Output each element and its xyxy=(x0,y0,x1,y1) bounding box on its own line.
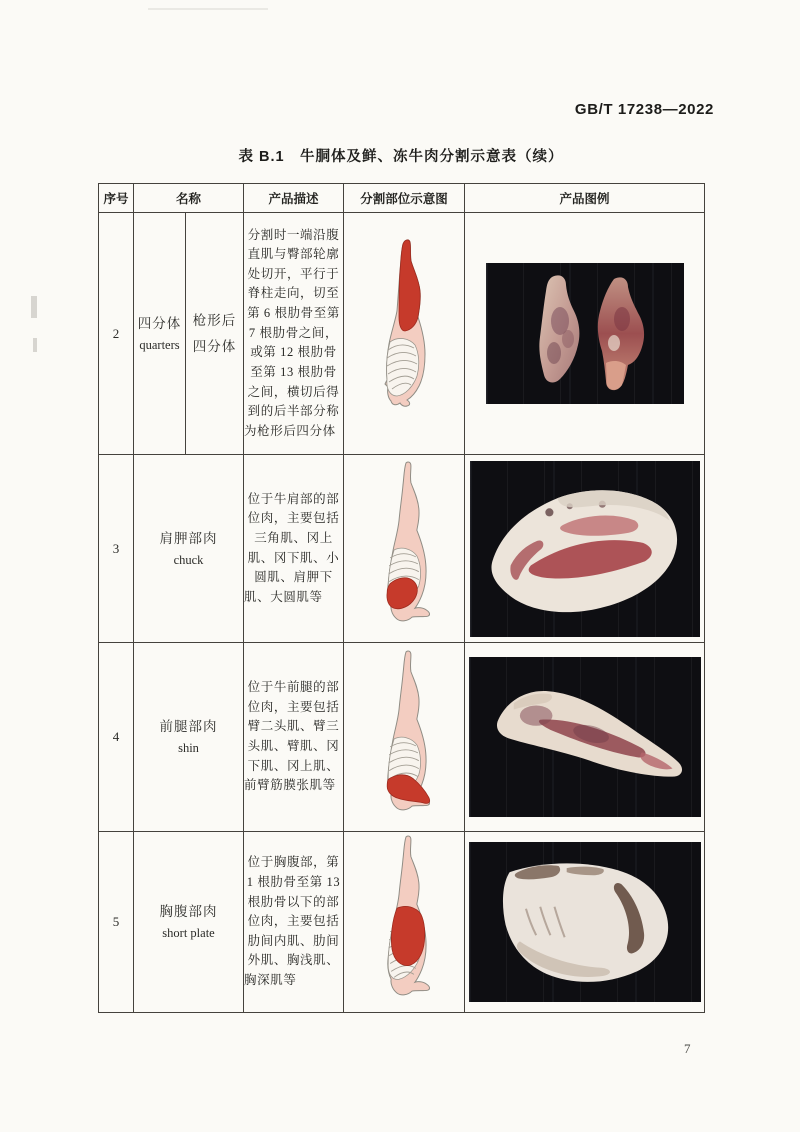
carcass-diagram-chuck xyxy=(373,461,435,631)
cut-diagram-cell xyxy=(344,213,465,455)
product-photo-cell xyxy=(465,213,705,455)
table-row xyxy=(99,213,705,455)
col-header-name: 名称 xyxy=(134,184,244,213)
name-chinese: 胸腹部肉 xyxy=(159,904,218,920)
scan-artifact xyxy=(31,296,37,318)
highlight-short-plate xyxy=(391,906,424,965)
product-photo-cell xyxy=(465,455,705,643)
name-chinese: 四分体 xyxy=(137,315,182,331)
beef-cut-table xyxy=(98,183,705,1013)
cut-diagram-cell xyxy=(344,643,465,832)
table-title: 表 B.1 牛胴体及鲜、冻牛肉分割示意表（续） xyxy=(238,149,564,165)
cut-diagram-cell xyxy=(344,455,465,643)
carcass-diagram-shin xyxy=(373,650,435,820)
row-description: 位于胸腹部，第 1 根肋骨至第 13 根肋骨以下的部位肉，主要包括肋间内肌、肋间外肌、胸浅肌、胸深肌等 xyxy=(244,832,344,1013)
row-name xyxy=(134,643,244,832)
photo-short-plate xyxy=(469,842,701,1002)
col-header-example: 产品图例 xyxy=(465,184,705,213)
name-sub-chinese: 枪形后四分体 xyxy=(192,312,237,354)
photo-shin xyxy=(469,657,701,817)
name-english: short plate xyxy=(162,926,215,941)
scan-artifact xyxy=(33,338,37,352)
table-row xyxy=(99,455,705,643)
row-name xyxy=(134,832,244,1013)
row-name-sub xyxy=(186,213,244,455)
row-name xyxy=(134,213,186,455)
highlight-pistol-hindquarter xyxy=(399,240,420,331)
table-header-row xyxy=(99,184,705,213)
name-chinese: 前腿部肉 xyxy=(159,719,218,735)
row-description: 分割时一端沿腹直肌与臀部轮廓处切开，平行于脊柱走向，切至第 6 根肋骨至第 7 根肋骨之间，或第 12 根肋骨至第 13 根肋骨之间，横切后得到的后半部分称为枪形后四分体 xyxy=(244,213,344,455)
product-photo-cell xyxy=(465,832,705,1013)
row-no: 2 xyxy=(99,213,134,455)
col-header-no: 序号 xyxy=(99,184,134,213)
col-header-diagram: 分割部位示意图 xyxy=(344,184,465,213)
row-name xyxy=(134,455,244,643)
photo-pistol-hindquarters xyxy=(486,263,684,404)
standard-code: GB/T 17238—2022 xyxy=(574,101,714,118)
name-chinese: 肩胛部肉 xyxy=(159,530,218,546)
table-row xyxy=(99,832,705,1013)
pistol-hindquarter-diagram xyxy=(374,237,434,425)
row-description: 位于牛肩部的部位肉，主要包括三角肌、冈上肌、冈下肌、小圆肌、肩胛下肌、大圆肌等 xyxy=(244,455,344,643)
name-english: shin xyxy=(178,741,199,756)
row-description: 位于牛前腿的部位肉，主要包括臂二头肌、臂三头肌、臂肌、冈下肌、冈上肌、前臂筋膜张肌等 xyxy=(244,643,344,832)
page-number: 7 xyxy=(684,1041,691,1056)
row-no: 5 xyxy=(99,832,134,1013)
table-row xyxy=(99,643,705,832)
product-photo-cell xyxy=(465,643,705,832)
col-header-desc: 产品描述 xyxy=(244,184,344,213)
name-english: chuck xyxy=(173,552,204,567)
cut-diagram-cell xyxy=(344,832,465,1013)
photo-chuck xyxy=(470,461,700,637)
carcass-diagram-short-plate xyxy=(373,835,435,1005)
row-no: 4 xyxy=(99,643,134,832)
name-english: quarters xyxy=(139,337,180,352)
row-no: 3 xyxy=(99,455,134,643)
scan-artifact xyxy=(148,8,268,10)
